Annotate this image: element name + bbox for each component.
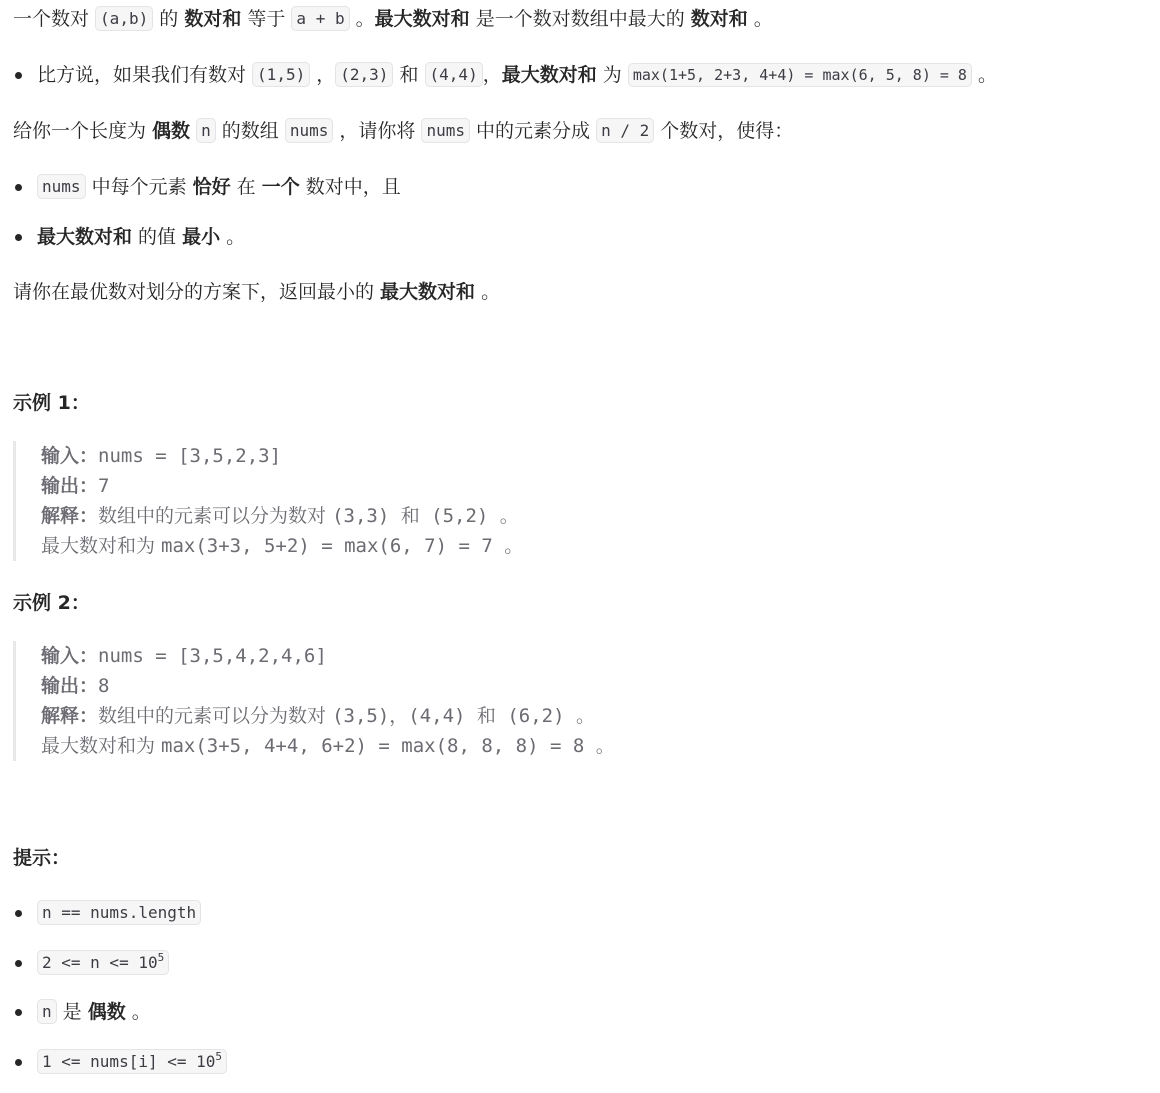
condition-item: 最大数对和 的值 最小 。 — [13, 222, 245, 252]
inline-code: (4,4) — [425, 62, 483, 87]
condition-item: nums 中每个元素 恰好 在 一个 数对中，且 — [13, 172, 401, 202]
inline-code: (1,5) — [252, 62, 310, 87]
return-paragraph: 请你在最优数对划分的方案下，返回最小的 最大数对和 。 — [13, 281, 501, 303]
example-1-block: 输入：nums = [3,5,2,3] 输出：7 解释：数组中的元素可以分为数对 (3,3) 和 (5,2) 。 最大数对和为 max(3+3, 5+2) = max(6, 7) = 7 。 — [13, 441, 941, 561]
example-2-block: 输入：nums = [3,5,4,2,4,6] 输出：8 解释：数组中的元素可以分为数对 (3,5)，(4,4) 和 (6,2) 。 最大数对和为 max(3+5, 4+4, 6+2) = max(8, 8, 8) = 8 。 — [13, 641, 941, 761]
inline-code: n == nums.length — [37, 900, 201, 925]
hint-item — [13, 1047, 227, 1077]
inline-code: (2,3) — [335, 62, 393, 87]
inline-code: n — [37, 999, 57, 1024]
inline-code: 1 <= nums[i] <= $10^5$ — [37, 1049, 227, 1074]
inline-code: $2 <= n <= 10^5$ — [37, 950, 169, 975]
example-bullet: 比方说，如果我们有数对 (1,5) ， (2,3) 和 (4,4) ，最大数对和 为 max(1+5, 2+3, 4+4) = max(6, 5, 8) = 8 。 — [13, 60, 997, 90]
inline-code: max(1+5, 2+3, 4+4) = max(6, 5, 8) = 8 — [628, 63, 972, 87]
inline-code: n — [196, 118, 216, 143]
inline-code: (a,b) — [95, 6, 153, 31]
example-2-title: 示例 2： — [13, 592, 90, 614]
hint-item: n 是 偶数 。 — [13, 997, 151, 1027]
hint-item — [13, 948, 169, 978]
task-paragraph: 给你一个长度为 偶数 n 的数组 nums ，请你将 nums 中的元素分成 n / 2 个数对，使得： — [13, 120, 794, 142]
intro-paragraph: 一个数对 (a,b) 的 数对和 等于 a + b 。最大数对和 是一个数对数组中最大的 数对和 。 — [13, 8, 773, 30]
inline-code: nums — [421, 118, 470, 143]
hints-title: 提示： — [13, 847, 71, 869]
hint-item — [13, 898, 201, 928]
example-1-title: 示例 1： — [13, 392, 90, 414]
inline-code: a + b — [291, 6, 349, 31]
inline-code: nums — [285, 118, 334, 143]
inline-code: n / 2 — [596, 118, 654, 143]
inline-code: nums — [37, 174, 86, 199]
